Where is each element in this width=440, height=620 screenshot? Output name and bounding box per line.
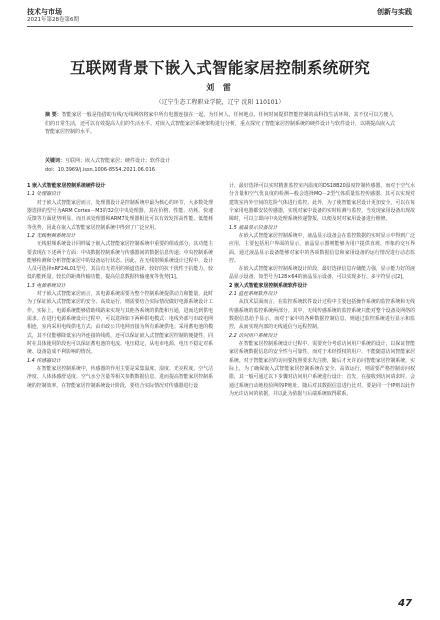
section-heading: 1.2 无线射频系统设计 [27, 232, 76, 239]
section-heading: 2.2 访问用户系统设计 [229, 332, 278, 339]
abstract [45, 111, 395, 137]
section-name: 创新与实践 [377, 8, 412, 16]
body-paragraph: 从技术层面而言，在监控系统软件设计过程中主要包括操作系统的监控系统和无线传感系统的监控系统两部分。其中，无线传感系统的监控系统只能对整个设备及网络的数据信息给予显示，而对于家中的各种数据控制信息，则通过监控系统进行显示和监控，从而实现内部的无线通信与远程控制。 [229, 299, 415, 331]
author-name: 刘 雷 [206, 83, 234, 92]
affiliation: （辽宁生态工程职业学院，辽宁 沈阳 110101） [155, 99, 285, 106]
section-heading: 1.4 传感器设计 [27, 357, 61, 364]
body-paragraph: 在嵌入式智能家居控制系统设计阶段，最好选择信息存储能力强，显示能力好的液晶显示设备，如型号为128×64的液晶显示设备，可以实现多行、多字符显示[2]。 [229, 266, 415, 281]
body-paragraph: 无线射频系统设计同样属于嵌入式智能家居控制系统中重要的组成部分，其功能主要表现在下述两个方面：中央数据控制系统与传感器间的数据信息传递；中央控制系统能够检测和分析智能家居中的设备运行状态。因此，在无线射频系统设计过程中，设计人员可选择nRF24L01型号，其具有无着用的频道选择，较好的抗干扰性于抗能力，较低的能耗量，较长的距离传输功能，提高信息数据传输速度等优势[1]。 [27, 241, 213, 281]
body-paragraph: 计，最好选择可以实时精准监控室内温度的DS18B20温度控制传感器，而对于空气水分含量和空气优良度的检测—般会选择MQ－2型气体质量监控传感器，其可以实现对建筑室内外空间的危险气体进行监控。此外，为了使智能家居设计更加安全，可以在每个家用电器都安装传感器，实现对家中设备的实时检测与监控，当发现家用设备出现故障时，可以立即向中央处理系统传递警报，以便及时对家用设备进行维修。 [229, 183, 415, 223]
body-paragraph: 在嵌入式智能家居控制系统中，液晶显示设备会在监控数据的实时显示中得到广泛应用，主要包括用户界面的显示，液晶显示器则能够为用户提供直观、形象的交互界面，通过液晶显示设备能够对家中的各项数据信息和家用设备的运行情况进行动态监控。 [229, 232, 415, 264]
right-column [229, 182, 415, 398]
section-heading: 1 嵌入式智能家居控制系统硬件设计 [27, 183, 106, 189]
body-paragraph: 在智能家居控制系统中，传感器的作用主要是采集温度、湿度、光亮程度、空气洁净度、人体体感舒适度、空气水分含量等相关参数数据信息，进而提高智能家居控制系统的控制效率。在智能家居控制系统设计阶段，要结合实际情况对传感器进行设 [27, 365, 213, 389]
doi-line: doi：10.3969/j.issn.1006-8554.2021.06.016 [45, 167, 155, 173]
keywords [45, 157, 395, 165]
body-paragraph: 对于嵌入式智能家居而言，其电源系统需要为整个控制系统提供动力和能量，此时为了保证嵌入式智能家居的安全、高效运行，则需要结合实际情况做好电源系统设计工作。实际上，电源系统能够借助线路来实现与其他各系统的供能和互通，进而达到供电需求。在进行电源系统设计过程中，可以选择如下两种供电模式：电线外部与市政电网相连，室内采用电线供电方式；由市政公共电网直接为所有系统供电；采用蓄电池的模式，其不仅能够降低室内外连接的线缆，还可以保证嵌入式智能家居控制的便捷性，同时在具体使用阶段也可以保证蓄电池的电流、电压稳定，从电市电源、电压不稳定对系统、设备造成不利影响的情况。 [27, 291, 213, 356]
section-heading: 2 嵌入式智能家居控制系统软件设计 [229, 282, 308, 289]
issue-date: 2021年第28卷第6期 [27, 17, 79, 23]
section-heading: 1.3 电源系统设计 [27, 282, 66, 289]
abstract-label: 摘 要： [45, 112, 62, 118]
section-heading: 1.5 液晶显示设备设计 [229, 224, 278, 231]
abstract-text: 智能家居一般是指借助有线/无线网络将家中所有电器连接在一起，为任何人、任何地点、任何时间提供智能控制的高科技生活环境，其不仅可以方便人们的日常生活，还可以有效提高人们的生活水平。对嵌入式智能家居系统架构进行分析，重点探究了智能家居控制系统的硬件设计与软件设计，以期提高嵌入式智能家居控制的水平。 [45, 112, 396, 136]
left-column [27, 182, 213, 390]
section-heading: 2.1 监控系统软件设计 [229, 291, 278, 298]
keywords-text: 互联网；嵌入式智能家居；硬件设计；软件设计 [65, 158, 171, 164]
section-heading: 1.1 处理器设计 [27, 191, 61, 198]
journal-name: 技术与市场 [27, 8, 62, 16]
paper-title: 互联网背景下嵌入式智能家居控制系统研究 [69, 59, 371, 77]
body-paragraph: 对于嵌入式智能家居而言，处理器设计是控制系统中最为核心的环节，大多数处理器选择的型号为ARM Cortex－M3的32位中央处理器，其在价格、性能、功耗、快速反馈等方面优势明显，而且该处理器和ARM7处理器相比可以有效发挥高性能、低能耗等优势，因此在嵌入式智能家居控制系统中得到了广泛应用。 [27, 199, 213, 231]
header-rule [27, 26, 413, 27]
body-paragraph: 在智能家居控制系统设计过程中，需要充分考虑访问用户系统的设计，以保证智能家居系统数据信息的安全性与可靠性，而对于未经授权的用户，不能随意访问智能家居系统。对于智能家居的访问要按照要求先注册，随后才允许访问智能家居控制系统。实际上，为了确保嵌入式智能家居控制系统在安全、高效运行，则需要严格控制访问权限，其一般可通过以下步骤对访问用户系统进行设计：首先，在接收到访问请求时，会通过系统自动地校验网络IP地址，随后对其数据信息进行比对，要是同一个IP则以此作为允许访问的依据，并以此为依据与后端系统取得联系。 [229, 340, 415, 397]
keywords-label: 关键词： [45, 158, 66, 164]
page-number: 47 [398, 598, 412, 609]
